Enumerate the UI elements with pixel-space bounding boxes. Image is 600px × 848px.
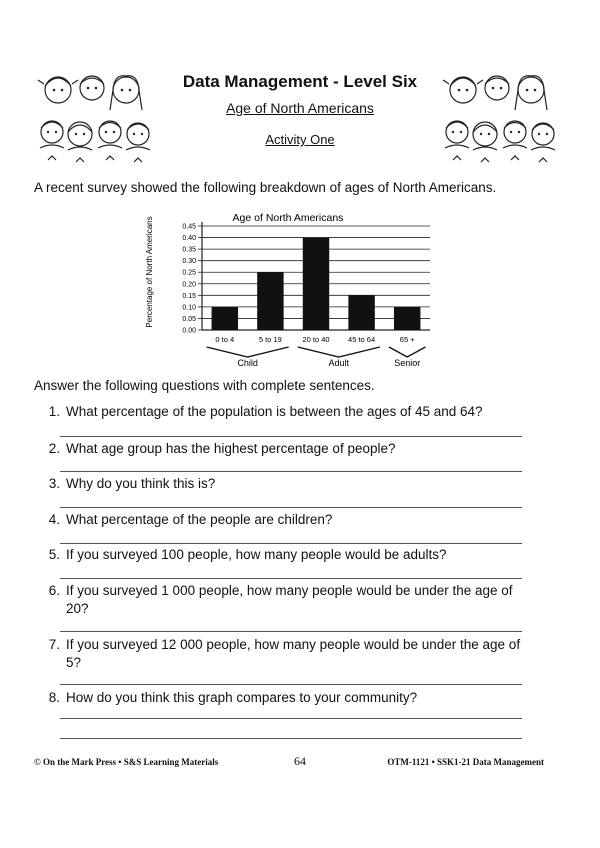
group-bracket xyxy=(298,347,380,357)
activity-label: Activity One xyxy=(265,132,335,147)
question-5: 5. If you surveyed 100 people, how many people would be adults? xyxy=(48,547,447,562)
age-bar-chart xyxy=(140,208,460,373)
y-tick-label: 0.45 xyxy=(182,223,196,231)
y-tick-label: 0.40 xyxy=(182,235,196,243)
bar-0 xyxy=(212,307,238,330)
y-tick-label: 0.00 xyxy=(182,327,196,335)
answer-line-8b[interactable] xyxy=(60,738,522,739)
bar-1 xyxy=(257,272,283,330)
x-tick-label: 5 to 19 xyxy=(258,335,282,344)
x-tick-label: 65 + xyxy=(399,335,415,344)
y-tick-label: 0.20 xyxy=(182,281,196,289)
answer-line-5[interactable] xyxy=(60,578,522,579)
page-subtitle: Age of North Americans xyxy=(226,100,374,116)
question-4: 4. What percentage of the people are children? xyxy=(48,512,333,527)
y-tick-label: 0.15 xyxy=(182,292,196,300)
chart-y-ticks xyxy=(182,224,202,335)
group-label: Senior xyxy=(394,358,421,368)
chart-x-labels xyxy=(215,335,415,344)
x-tick-label: 0 to 4 xyxy=(215,335,235,344)
footer-copyright: © On the Mark Press • S&S Learning Materials xyxy=(34,757,219,767)
group-label: Adult xyxy=(328,358,350,368)
instructions-text: Answer the following questions with complete sentences. xyxy=(34,378,375,393)
group-bracket xyxy=(389,347,425,357)
group-label: Child xyxy=(237,358,258,368)
answer-line-6[interactable] xyxy=(60,631,522,632)
footer-product-code: OTM-1121 • SSK1-21 Data Management xyxy=(387,757,544,767)
answer-line-3[interactable] xyxy=(60,507,522,508)
bar-3 xyxy=(348,295,374,330)
question-6: 6. If you surveyed 1 000 people, how many people would be under the age of 20? xyxy=(48,583,513,616)
page-title: Data Management - Level Six xyxy=(182,72,418,91)
x-tick-label: 20 to 40 xyxy=(302,335,330,344)
chart-title: Age of North Americans xyxy=(232,212,344,224)
y-tick-label: 0.30 xyxy=(182,258,196,266)
answer-line-4[interactable] xyxy=(60,543,522,544)
bar-4 xyxy=(394,307,420,330)
group-bracket xyxy=(207,347,289,357)
question-7: 7. If you surveyed 12 000 people, how many people would be under the age of 5? xyxy=(48,637,521,670)
y-tick-label: 0.10 xyxy=(182,304,196,312)
question-1: 1. What percentage of the population is between the ages of 45 and 64? xyxy=(48,404,483,419)
question-8: 8. How do you think this graph compares to your community? xyxy=(48,690,418,705)
y-tick-label: 0.35 xyxy=(182,246,196,254)
x-tick-label: 45 to 64 xyxy=(348,335,376,344)
chart-ylabel: Percentage of North Americans xyxy=(145,216,154,328)
answer-line-8a[interactable] xyxy=(60,718,522,719)
answer-line-1[interactable] xyxy=(60,436,522,437)
answer-line-7[interactable] xyxy=(60,684,522,685)
answer-line-2[interactable] xyxy=(60,471,522,472)
bar-2 xyxy=(303,238,329,330)
question-2: 2. What age group has the highest percentage of people? xyxy=(48,441,396,456)
intro-text: A recent survey showed the following breakdown of ages of North Americans. xyxy=(34,180,497,195)
question-3: 3. Why do you think this is? xyxy=(48,476,216,491)
y-tick-label: 0.05 xyxy=(182,315,196,323)
y-tick-label: 0.25 xyxy=(182,269,196,277)
chart-groups xyxy=(207,347,426,368)
page-number: 64 xyxy=(294,754,306,768)
